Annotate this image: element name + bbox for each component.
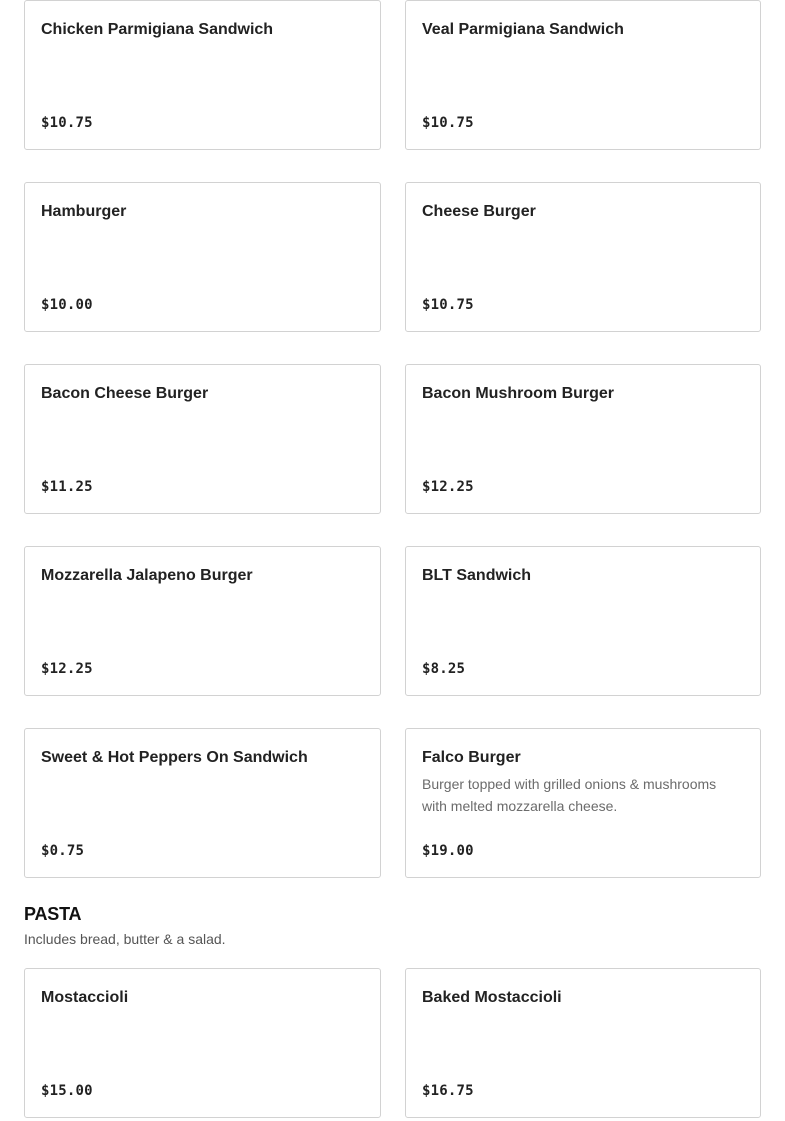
menu-item-description: Burger topped with grilled onions & mushrooms with melted mozzarella cheese. [422, 776, 717, 814]
menu-item-price: $10.75 [422, 297, 474, 313]
menu-item-name: Bacon Mushroom Burger [422, 385, 615, 402]
menu-item-name: Veal Parmigiana Sandwich [422, 21, 624, 38]
menu-item-price: $11.25 [41, 479, 93, 495]
menu-item-hamburger[interactable] [24, 182, 381, 332]
sandwich-menu-grid [24, 0, 761, 878]
menu-item-price: $10.75 [422, 115, 474, 131]
menu-item-cheese-burger[interactable] [405, 182, 761, 332]
menu-item-price: $15.00 [41, 1083, 93, 1099]
menu-item-price: $12.25 [422, 479, 474, 495]
menu-item-price: $16.75 [422, 1083, 474, 1099]
menu-item-bacon-cheese-burger[interactable] [24, 364, 381, 514]
menu-item-name: Mostaccioli [41, 989, 129, 1006]
menu-item-name: BLT Sandwich [422, 567, 532, 584]
menu-item-mostaccioli[interactable] [24, 968, 381, 1118]
menu-item-name: Hamburger [41, 203, 127, 220]
menu-item-name: Sweet & Hot Peppers On Sandwich [41, 749, 308, 766]
menu-item-price: $10.75 [41, 115, 93, 131]
menu-item-baked-mostaccioli[interactable] [405, 968, 761, 1118]
menu-item-price: $12.25 [41, 661, 93, 677]
menu-item-blt-sandwich[interactable] [405, 546, 761, 696]
menu-item-name: Mozzarella Jalapeno Burger [41, 567, 253, 584]
section-description: Includes bread, butter & a salad. [24, 931, 226, 947]
pasta-menu-grid [24, 968, 761, 1118]
section-title: PASTA [24, 904, 82, 924]
menu-item-name: Bacon Cheese Burger [41, 385, 209, 402]
menu-item-falco-burger[interactable] [405, 728, 761, 878]
menu-item-chicken-parmigiana-sandwich[interactable] [24, 0, 381, 150]
menu-item-price: $19.00 [422, 843, 474, 859]
menu-item-mozzarella-jalapeno-burger[interactable] [24, 546, 381, 696]
menu-item-name: Chicken Parmigiana Sandwich [41, 21, 274, 38]
pasta-section-header [24, 902, 761, 949]
menu-item-name: Cheese Burger [422, 203, 536, 220]
menu-item-veal-parmigiana-sandwich[interactable] [405, 0, 761, 150]
menu-item-bacon-mushroom-burger[interactable] [405, 364, 761, 514]
menu-item-sweet-hot-peppers-on-sandwich[interactable] [24, 728, 381, 878]
menu-item-price: $10.00 [41, 297, 93, 313]
menu-item-name: Baked Mostaccioli [422, 989, 562, 1006]
menu-item-price: $0.75 [41, 843, 85, 859]
menu-item-price: $8.25 [422, 661, 466, 677]
menu-item-name: Falco Burger [422, 749, 521, 766]
